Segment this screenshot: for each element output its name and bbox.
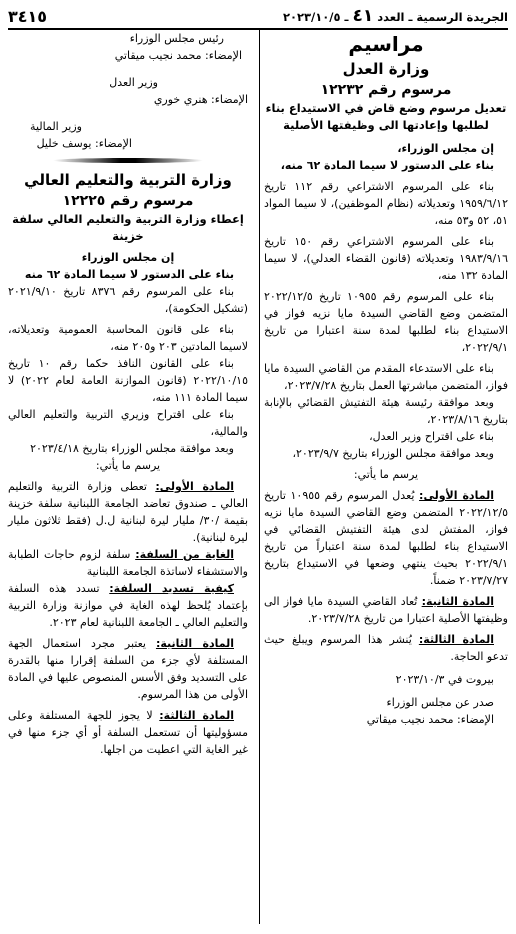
article-label: المادة الثالثة: [418, 633, 494, 646]
article-text: يُنشر هذا المرسوم ويبلغ حيث تدعو الحاجة. [264, 633, 508, 663]
paragraph: بناء على المرسوم الاشتراعي رقم ١١٢ تاريخ ١٩٥٩/٦/١٢ وتعديلاته (نظام الموظفين)، لا سيما المواد ٥١، ٥٢ و٥٣ منه، [264, 180, 508, 227]
left-column [8, 30, 248, 930]
section-title: مراسيم [348, 32, 424, 56]
ornament-divider [53, 158, 203, 163]
paragraph: بناء على المرسوم رقم ١٠٩٥٥ تاريخ ٢٠٢٢/١٢/٥ المتضمن وضع القاضي السيدة مايا نزيه فواز في الاستيداع بناء لطلبها لمدة سنة اعتبارا من تاريخ ٢٠٢٢/٩/١، [264, 290, 508, 354]
paragraph: بناء على الاستدعاء المقدم من القاضي السيدة مايا فواز، المتضمن مباشرتها العمل بتاريخ ٢٠٢٣/٧/٢٨، [264, 362, 508, 392]
signature-name: الإمضاء: يوسف خليل [36, 137, 132, 150]
paragraph: وبعد موافقة مجلس الوزراء بتاريخ ٢٠٢٣/٩/٧، [292, 447, 494, 460]
signature-name: الإمضاء: هنري خوري [153, 93, 248, 106]
issuer: إن مجلس الوزراء [81, 251, 175, 264]
page-header [8, 4, 508, 30]
article-3 [8, 707, 248, 758]
article-text: يعتبر مجرد استعمال الجهة المستلفة لأي جزء من السلفة إقرارا منها بالقدرة على التسديد وفق الأسس المنصوص عليها في المادة الأولى من هذا المرسوم. [8, 637, 248, 701]
decree-number: مرسوم رقم ١٢٢٣٢ [320, 82, 452, 98]
article-label: الغاية من السلفة: [135, 548, 234, 561]
paragraph: بناء على القانون النافذ حكما رقم ١٠ تاريخ ٢٠٢٢/١٠/١٥ (قانون الموازنة العامة لعام ٢٠٢٢) لا سيما المادة ١١١ منه، [8, 357, 248, 404]
article-text: تعطى وزارة التربية والتعليم العالي ـ صندوق تعاضد الجامعة اللبنانية سلفة خزينة بقيمة /٣٠/ مليار ليرة لبنانية ل.ل (فقط ثلاثون مليار ليرة لبنانية). [8, 480, 249, 544]
signature-name: الإمضاء: محمد نجيب ميقاتي [114, 49, 242, 62]
decree-subject: تعديل مرسوم وضع قاض في الاستيداع بناء لطلبها وإعادتها الى وظيفتها الأصلية [265, 101, 507, 132]
signature-title: وزير المالية [30, 120, 82, 133]
right-column [264, 30, 508, 930]
article-1 [8, 478, 248, 546]
paragraph: وبعد موافقة مجلس الوزراء بتاريخ ٢٠٢٣/٤/١٨ [30, 442, 234, 455]
article-label: المادة الأولى: [419, 489, 494, 502]
article-label: المادة الأولى: [155, 480, 234, 493]
article-1 [264, 487, 508, 589]
article-label: المادة الثانية: [421, 595, 494, 608]
article-2 [264, 593, 508, 627]
article-3 [264, 631, 508, 665]
issue-number: ٤١ [352, 6, 374, 26]
article-text: لا يجوز للجهة المستلفة وعلى مسؤوليتها أن تستعمل السلفة أو أي جزء منها في غير الغاية التي اعطيت من اجلها. [8, 709, 248, 756]
paragraph: وبعد موافقة رئيسة هيئة التفتيش القضائي بالإنابة بتاريخ ٢٠٢٣/٨/١٦، [264, 396, 508, 426]
article-label: كيفية تسديد السلفة: [109, 582, 234, 595]
paragraph: بناء على اقتراح وزير العدل، [369, 430, 494, 443]
article-text: يُعدل المرسوم رقم ١٠٩٥٥ تاريخ ٢٠٢٢/١٢/٥ المتضمن وضع القاضي السيدة مايا نزيه فواز، المفتش لدى هيئة التفتيش القضائي في الاستيداع بناء لطلبها لمدة سنة اعتباراً من تاريخ ٢٠٢٢/٩/١ بحيث ينتهي وضعها في الاستيداع بتاريخ ٢٠٢٣/٧/٢٧ ضمناً. [264, 489, 508, 587]
ministry-title: وزارة التربية والتعليم العالي [24, 171, 232, 189]
paragraph: بناء على المرسوم رقم ٨٣٧٦ تاريخ ٢٠٢١/٩/١٠ (تشكيل الحكومة)، [8, 285, 248, 315]
paragraph: بناء على المرسوم الاشتراعي رقم ١٥٠ تاريخ ١٩٨٣/٩/١٦ وتعديلاته (قانون القضاء العدلي)، لا سيما المادة ١٣٢ منه، [264, 235, 508, 282]
article-label: المادة الثانية: [155, 637, 234, 650]
gazette-name: الجريدة الرسمية ـ العدد [377, 10, 508, 24]
article-label: المادة الثالثة: [159, 709, 234, 722]
signature: الإمضاء: محمد نجيب ميقاتي [366, 713, 494, 726]
issue-date: ـ ٢٠٢٣/١٠/٥ [282, 10, 349, 24]
ministry-title: وزارة العدل [342, 60, 430, 78]
gazette-header [279, 6, 508, 26]
issuer: إن مجلس الوزراء، [397, 142, 494, 155]
paragraph: بناء على الدستور لا سيما المادة ٦٢ منه، [280, 159, 494, 172]
issued-by: صدر عن مجلس الوزراء [386, 696, 494, 709]
place-date: بيروت في ٢٠٢٣/١٠/٣ [395, 673, 494, 686]
column-divider [259, 30, 260, 924]
signature-title: رئيس مجلس الوزراء [129, 32, 224, 45]
decrees-line: يرسم ما يأتي: [353, 468, 419, 481]
article-text: سلفة لزوم حاجات الطبابة والاستشفاء لاساتذة الجامعة اللبنانية [8, 548, 248, 578]
article-text: تسدد هذه السلفة بإعتماد يُلحظ لهذه الغاية في موازنة وزارة التربية والتعليم العالي ـ الجامعة اللبنانية لعام ٢٠٢٣. [8, 582, 248, 629]
decree-subject: إعطاء وزارة التربية والتعليم العالي سلفة خزينة [12, 212, 244, 243]
decree-number: مرسوم رقم ١٢٢٢٥ [62, 193, 194, 209]
article-2 [8, 635, 248, 703]
article-repayment [8, 580, 248, 631]
paragraph: بناء على الدستور لا سيما المادة ٦٢ منه [24, 268, 234, 281]
signature-title: وزير العدل [109, 76, 158, 89]
decrees-line: يرسم ما يأتي: [95, 459, 161, 472]
page-number: ٣٤١٥ [8, 7, 48, 26]
paragraph: بناء على اقتراح وزيري التربية والتعليم العالي والمالية، [8, 408, 248, 438]
article-text: تُعاد القاضي السيدة مايا فواز الى وظيفتها الأصلية اعتبارا من تاريخ ٢٠٢٣/٧/٢٨. [264, 595, 508, 625]
paragraph: بناء على قانون المحاسبة العمومية وتعديلاته، لاسيما المادتين ٢٠٣ و٢٠٥ منه، [8, 323, 248, 353]
article-goal [8, 546, 248, 580]
